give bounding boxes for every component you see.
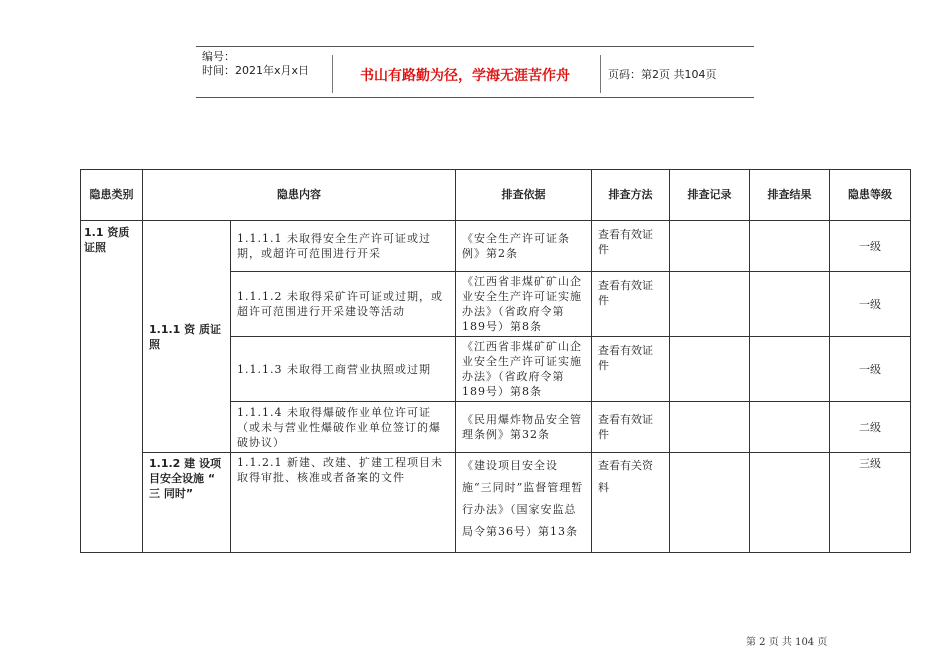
header-meta bbox=[202, 50, 309, 78]
method-cell: 查看有效证件 bbox=[592, 272, 670, 337]
method-cell: 查看有效证件 bbox=[592, 402, 670, 453]
basis-cell: 《建设项目安全设施“三同时”监督管理暂行办法》（国家安监总局令第36号）第13条 bbox=[456, 453, 592, 553]
header-basis: 排查依据 bbox=[456, 170, 592, 221]
result-cell bbox=[750, 272, 830, 337]
page-footer: 第 2 页 共 104 页 bbox=[746, 637, 828, 648]
level-cell: 二级 bbox=[830, 402, 911, 453]
hazard-inspection-table bbox=[80, 169, 911, 553]
basis-cell: 《江西省非煤矿矿山企业安全生产许可证实施办法》（省政府令第189号）第8条 bbox=[456, 272, 592, 337]
doc-number-label: 编号： bbox=[202, 50, 235, 63]
header-record: 排查记录 bbox=[670, 170, 750, 221]
header-page-info: 页码：第2页 共104页 bbox=[608, 68, 717, 81]
basis-cell: 《安全生产许可证条例》第2条 bbox=[456, 221, 592, 272]
record-cell bbox=[670, 221, 750, 272]
level-cell: 三级 bbox=[830, 453, 911, 553]
header-level: 隐患等级 bbox=[830, 170, 911, 221]
subcategory-cell: 1.1.1 资 质证照 bbox=[143, 221, 231, 453]
content-cell: 1.1.1.4 未取得爆破作业单位许可证（或未与营业性爆破作业单位签订的爆破协议） bbox=[231, 402, 456, 453]
record-cell bbox=[670, 272, 750, 337]
content-cell: 1.1.1.1 未取得安全生产许可证或过期，或超许可范围进行开采 bbox=[231, 221, 456, 272]
header-divider bbox=[600, 55, 601, 93]
subcategory-cell: 1.1.2 建 设项目安全设施 “ 三 同时” bbox=[143, 453, 231, 553]
table-row bbox=[81, 453, 911, 553]
header-result: 排查结果 bbox=[750, 170, 830, 221]
header-divider bbox=[332, 55, 333, 93]
basis-cell: 《江西省非煤矿矿山企业安全生产许可证实施办法》（省政府令第189号）第8条 bbox=[456, 337, 592, 402]
method-cell: 查看有效证件 bbox=[592, 221, 670, 272]
level-cell: 一级 bbox=[830, 337, 911, 402]
record-cell bbox=[670, 337, 750, 402]
header-motto: 书山有路勤为径，学海无涯苦作舟 bbox=[360, 68, 570, 84]
level-cell: 一级 bbox=[830, 272, 911, 337]
content-cell: 1.1.1.2 未取得采矿许可证或过期，或超许可范围进行开采建设等活动 bbox=[231, 272, 456, 337]
result-cell bbox=[750, 402, 830, 453]
header-method: 排查方法 bbox=[592, 170, 670, 221]
doc-time-label: 时间：2021年x月x日 bbox=[202, 64, 310, 77]
table-header-row bbox=[81, 170, 911, 221]
level-cell: 一级 bbox=[830, 221, 911, 272]
header-content: 隐患内容 bbox=[143, 170, 456, 221]
content-cell: 1.1.1.3 未取得工商营业执照或过期 bbox=[231, 337, 456, 402]
content-cell: 1.1.2.1 新建、改建、扩建工程项目未取得审批、核准或者备案的文件 bbox=[231, 453, 456, 553]
category-cell: 1.1 资质证照 bbox=[81, 221, 143, 553]
result-cell bbox=[750, 337, 830, 402]
basis-cell: 《民用爆炸物品安全管理条例》第32条 bbox=[456, 402, 592, 453]
record-cell bbox=[670, 402, 750, 453]
record-cell bbox=[670, 453, 750, 553]
result-cell bbox=[750, 453, 830, 553]
table-row bbox=[81, 221, 911, 272]
header-category: 隐患类别 bbox=[81, 170, 143, 221]
method-cell: 查看有效证件 bbox=[592, 337, 670, 402]
document-header bbox=[196, 46, 754, 98]
method-cell: 查看有关资料 bbox=[592, 453, 670, 553]
result-cell bbox=[750, 221, 830, 272]
